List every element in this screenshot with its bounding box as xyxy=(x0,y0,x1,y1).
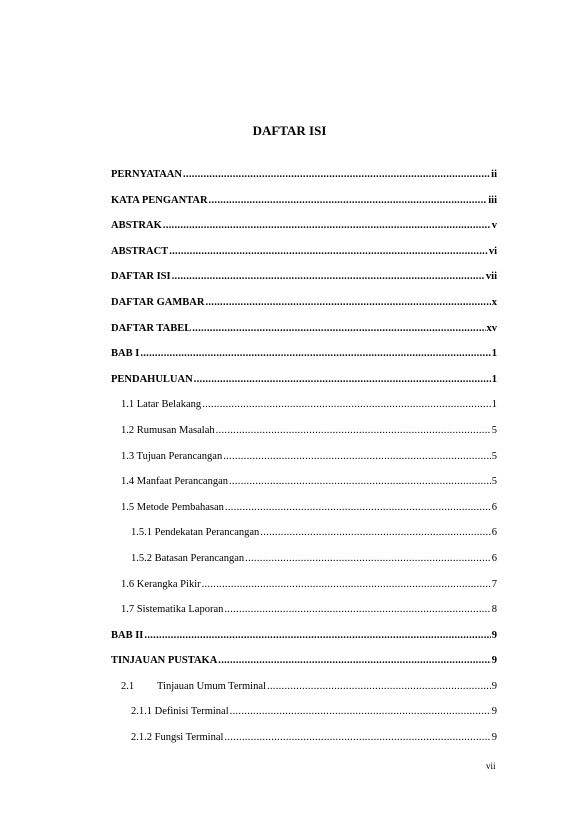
toc-entry-page: 1 xyxy=(491,348,497,360)
dot-leader xyxy=(229,476,491,487)
toc-entry-label: 1.5.1 Pendekatan Perancangan xyxy=(131,527,260,539)
toc-entry[interactable] xyxy=(111,374,497,400)
toc-entry-label: BAB I xyxy=(111,348,140,360)
toc-entry[interactable] xyxy=(111,553,497,579)
toc-entry-label: 1.7 Sistematika Laporan xyxy=(121,604,224,616)
toc-entry-label: 1.4 Manfaat Perancangan xyxy=(121,476,228,488)
dot-leader xyxy=(209,195,488,206)
dot-leader xyxy=(163,220,491,231)
toc-entry-page: 8 xyxy=(491,604,497,616)
toc-entry-page: xv xyxy=(486,322,497,334)
dot-leader xyxy=(224,604,490,615)
toc-entry[interactable] xyxy=(111,195,497,221)
toc-entry[interactable] xyxy=(111,655,497,681)
toc-entry-label: DAFTAR ISI xyxy=(111,271,171,283)
toc-entry-label: 1.3 Tujuan Perancangan xyxy=(121,450,223,462)
dot-leader xyxy=(183,169,490,180)
toc-entry-label: TINJAUAN PUSTAKA xyxy=(111,655,218,667)
dot-leader xyxy=(230,706,491,717)
toc-entry-label xyxy=(121,681,266,692)
dot-leader xyxy=(260,527,490,538)
toc-entry-label: DAFTAR TABEL xyxy=(111,322,192,334)
dot-leader xyxy=(202,399,491,410)
toc-entry-label: 1.1 Latar Belakang xyxy=(121,399,202,411)
toc-entry-page: 5 xyxy=(491,450,497,462)
toc-entry-label: 1.6 Kerangka Pikir xyxy=(121,578,201,590)
toc-entry-page: 9 xyxy=(491,706,497,718)
toc-entry[interactable] xyxy=(111,399,497,425)
toc-entry[interactable] xyxy=(111,425,497,451)
dot-leader xyxy=(202,579,491,590)
toc-entry-page: 9 xyxy=(491,680,497,692)
dot-leader xyxy=(172,271,485,282)
toc-entry[interactable] xyxy=(111,527,497,553)
dot-leader xyxy=(218,655,490,666)
dot-leader xyxy=(194,374,491,385)
toc-entry-page: iii xyxy=(488,194,497,206)
toc-entry[interactable] xyxy=(111,476,497,502)
toc-entry-label: 1.5.2 Batasan Perancangan xyxy=(131,552,245,564)
toc-entry[interactable] xyxy=(111,246,497,272)
dot-leader xyxy=(225,502,491,513)
toc-entry[interactable] xyxy=(111,630,497,656)
toc-entry-label: ABSTRACT xyxy=(111,245,169,257)
toc-entry-page: x xyxy=(491,296,497,308)
dot-leader xyxy=(140,348,490,359)
dot-leader xyxy=(144,630,490,641)
toc-entry[interactable] xyxy=(111,502,497,528)
toc-entry[interactable] xyxy=(111,681,497,707)
toc-entry-page: 6 xyxy=(491,552,497,564)
toc-entry-label: DAFTAR GAMBAR xyxy=(111,296,205,308)
toc-entry-label: 1.5 Metode Pembahasan xyxy=(121,501,224,513)
toc-entry-number: 2.1 xyxy=(121,680,135,692)
toc-entry[interactable] xyxy=(111,297,497,323)
toc-entry-label: BAB II xyxy=(111,629,144,641)
toc-entry[interactable] xyxy=(111,604,497,630)
toc-entry-page: ii xyxy=(491,169,497,180)
toc-entry-page: 5 xyxy=(491,424,497,436)
toc-entry[interactable] xyxy=(111,220,497,246)
dot-leader xyxy=(267,681,491,692)
toc-entry[interactable] xyxy=(111,348,497,374)
toc-entry-page: 9 xyxy=(491,629,497,641)
toc-entry-page: vii xyxy=(485,271,497,283)
toc-entry[interactable] xyxy=(111,323,497,349)
toc-entry-page: 6 xyxy=(491,527,497,539)
toc-entry-page: 9 xyxy=(491,655,497,667)
toc-entry-page: vi xyxy=(488,245,497,257)
toc-entry-label: ABSTRAK xyxy=(111,220,162,232)
toc-entry-label: 1.2 Rumusan Masalah xyxy=(121,424,215,436)
table-of-contents xyxy=(111,169,497,758)
toc-entry[interactable] xyxy=(111,579,497,605)
toc-entry-label: PERNYATAAN xyxy=(111,169,182,180)
toc-entry-page: 7 xyxy=(491,578,497,590)
toc-entry-page: 1 xyxy=(491,399,497,411)
dot-leader xyxy=(245,553,491,564)
toc-entry-page: v xyxy=(491,220,497,232)
dot-leader xyxy=(169,246,488,257)
toc-entry[interactable] xyxy=(111,706,497,732)
toc-entry-label: KATA PENGANTAR xyxy=(111,194,208,206)
toc-entry[interactable] xyxy=(111,732,497,758)
toc-entry-text: Tinjauan Umum Terminal xyxy=(157,680,266,692)
dot-leader xyxy=(216,425,491,436)
dot-leader xyxy=(205,297,490,308)
toc-entry-page: 9 xyxy=(491,732,497,744)
page-number: vii xyxy=(486,761,496,771)
toc-entry[interactable] xyxy=(111,451,497,477)
toc-entry[interactable] xyxy=(111,169,497,195)
toc-entry[interactable] xyxy=(111,271,497,297)
toc-entry-label: PENDAHULUAN xyxy=(111,373,193,385)
toc-entry-label: 2.1.1 Definisi Terminal xyxy=(131,706,229,718)
toc-entry-page: 5 xyxy=(491,476,497,488)
toc-entry-page: 6 xyxy=(491,501,497,513)
dot-leader xyxy=(223,451,491,462)
page-title: DAFTAR ISI xyxy=(252,123,327,138)
dot-leader xyxy=(192,323,485,334)
dot-leader xyxy=(224,732,490,743)
toc-entry-label: 2.1.2 Fungsi Terminal xyxy=(131,732,224,744)
toc-entry-page: 1 xyxy=(491,373,497,385)
